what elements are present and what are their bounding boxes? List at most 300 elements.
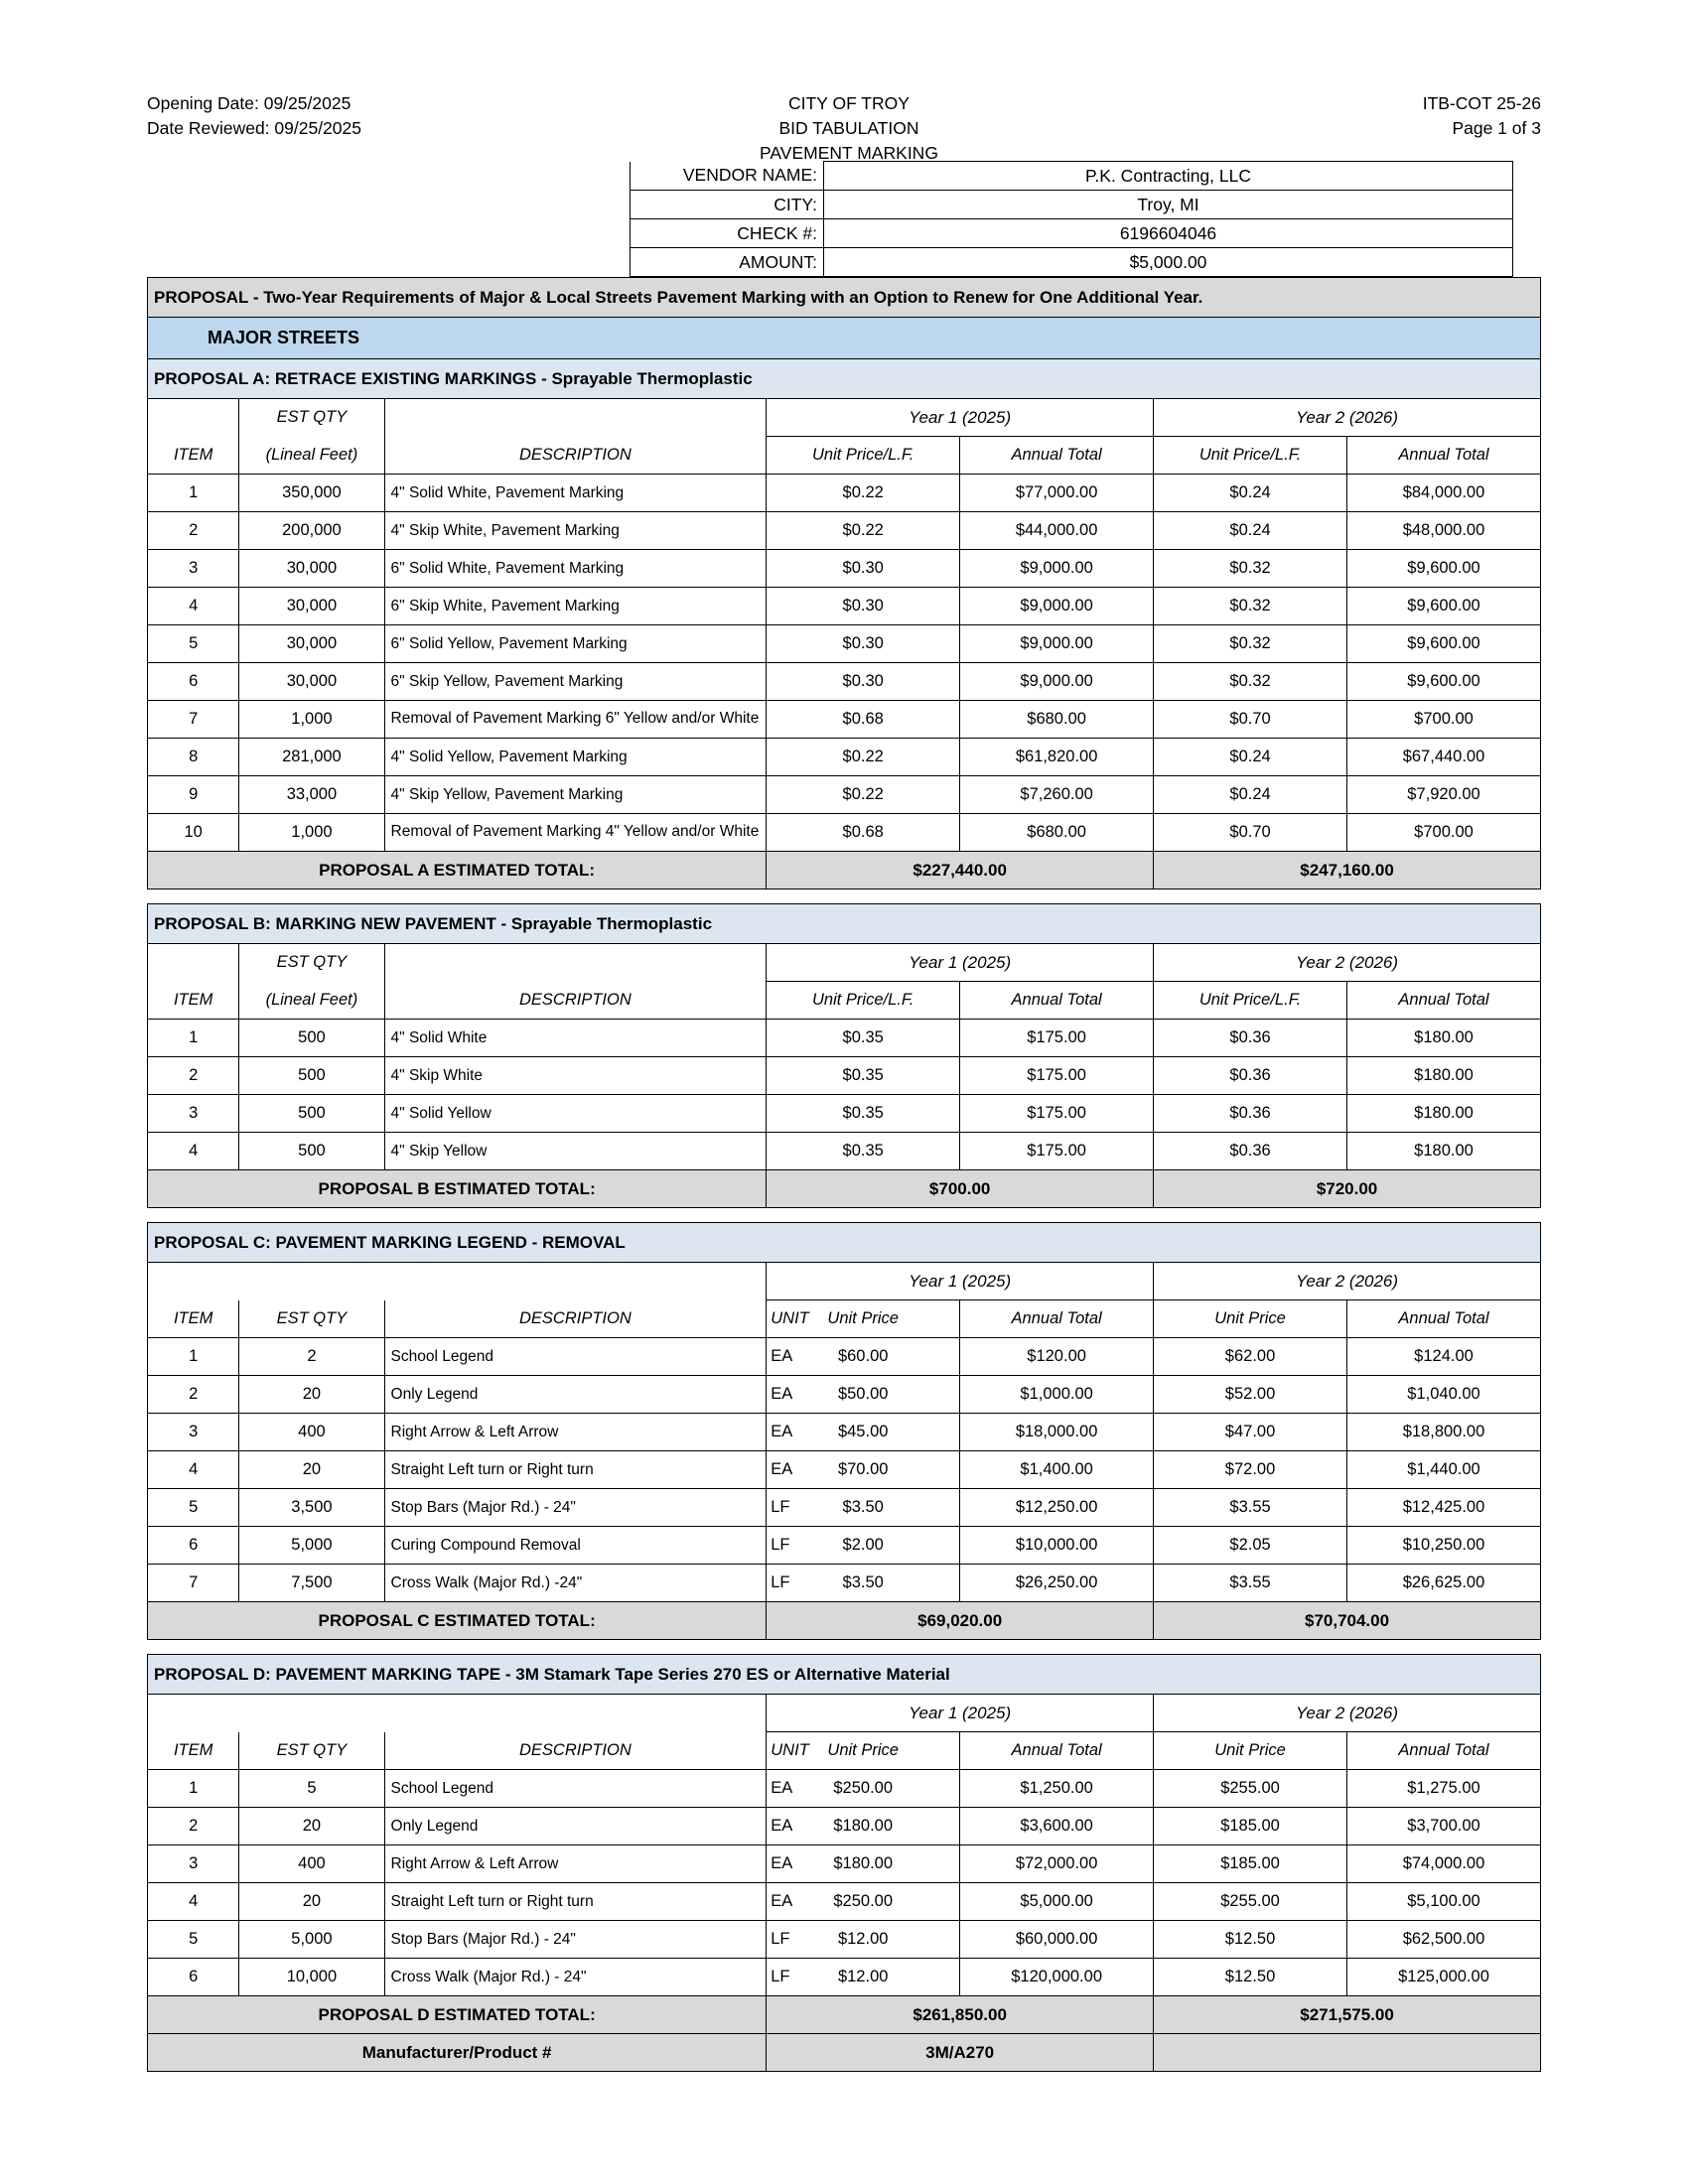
item-number: 8 bbox=[148, 739, 239, 776]
vendor-amount-value: $5,000.00 bbox=[824, 248, 1513, 277]
y1-annual-total: $44,000.00 bbox=[960, 512, 1154, 550]
year1-header: Year 1 (2025) bbox=[767, 944, 1154, 982]
est-qty-header-line2: (Lineal Feet) bbox=[239, 437, 384, 475]
y1-annual-total: $680.00 bbox=[960, 701, 1154, 739]
item-number: 2 bbox=[148, 1057, 239, 1095]
proposal-a-title-row bbox=[148, 359, 1541, 399]
item-description: 4" Skip White, Pavement Marking bbox=[384, 512, 767, 550]
manufacturer-label: Manufacturer/Product # bbox=[148, 2034, 767, 2072]
item-description: Cross Walk (Major Rd.) - 24" bbox=[384, 1959, 767, 1996]
y1-annual-total: $18,000.00 bbox=[960, 1414, 1154, 1451]
item-description: Stop Bars (Major Rd.) - 24" bbox=[384, 1921, 767, 1959]
spacer bbox=[148, 1208, 1541, 1223]
est-qty: 500 bbox=[239, 1133, 384, 1170]
section-banner-row bbox=[148, 318, 1541, 359]
y2-annual-total: $9,600.00 bbox=[1347, 663, 1541, 701]
item-number: 6 bbox=[148, 1959, 239, 1996]
year1-header: Year 1 (2025) bbox=[767, 1263, 1154, 1300]
item-number: 2 bbox=[148, 1808, 239, 1845]
est-qty: 500 bbox=[239, 1057, 384, 1095]
table-row bbox=[148, 814, 1541, 852]
proposal-c-title: PROPOSAL C: PAVEMENT MARKING LEGEND - REMOVAL bbox=[148, 1223, 1541, 1263]
y2-unit-price: $2.05 bbox=[1154, 1527, 1347, 1565]
vendor-check-value: 6196604046 bbox=[824, 219, 1513, 248]
y1-annual-total: $10,000.00 bbox=[960, 1527, 1154, 1565]
est-qty: 33,000 bbox=[239, 776, 384, 814]
y1-annual-total: $175.00 bbox=[960, 1020, 1154, 1057]
spacer-row bbox=[148, 1208, 1541, 1223]
y1-unit-price: $3.50 bbox=[767, 1565, 960, 1602]
y1-annual-total: $61,820.00 bbox=[960, 739, 1154, 776]
y2-unit-price: $47.00 bbox=[1154, 1414, 1347, 1451]
y1-annual-total: $12,250.00 bbox=[960, 1489, 1154, 1527]
table-row bbox=[148, 475, 1541, 512]
vendor-row bbox=[631, 191, 1513, 219]
y2-unit-price: $0.24 bbox=[1154, 739, 1347, 776]
vendor-city-label: CITY: bbox=[631, 191, 824, 219]
y2-annual-total: $180.00 bbox=[1347, 1057, 1541, 1095]
y1-unit-price: $45.00 bbox=[767, 1414, 960, 1451]
y2-unit-price: $0.32 bbox=[1154, 625, 1347, 663]
y2-annual-total: $124.00 bbox=[1347, 1338, 1541, 1376]
y1-unit-price-header: Unit Price bbox=[767, 1300, 960, 1338]
est-qty: 281,000 bbox=[239, 739, 384, 776]
item-description: Only Legend bbox=[384, 1808, 767, 1845]
y1-unit-price-header: Unit Price/L.F. bbox=[767, 437, 960, 475]
y2-annual-total: $180.00 bbox=[1347, 1020, 1541, 1057]
y1-unit-price: $0.68 bbox=[767, 701, 960, 739]
item-number: 2 bbox=[148, 512, 239, 550]
y1-annual-total: $9,000.00 bbox=[960, 550, 1154, 588]
proposal-d-title-row bbox=[148, 1655, 1541, 1695]
y1-annual-total: $5,000.00 bbox=[960, 1883, 1154, 1921]
y1-unit-price: $250.00 bbox=[767, 1770, 960, 1808]
est-qty-header: EST QTY bbox=[239, 1300, 384, 1338]
item-description: Right Arrow & Left Arrow bbox=[384, 1414, 767, 1451]
proposal-c-total-row bbox=[148, 1602, 1541, 1640]
item-description: 4" Solid White, Pavement Marking bbox=[384, 475, 767, 512]
y2-unit-price: $0.36 bbox=[1154, 1020, 1347, 1057]
year1-header: Year 1 (2025) bbox=[767, 1695, 1154, 1732]
manufacturer-value: 3M/A270 bbox=[767, 2034, 1154, 2072]
item-number: 3 bbox=[148, 1095, 239, 1133]
y2-unit-price: $3.55 bbox=[1154, 1489, 1347, 1527]
y2-annual-total: $67,440.00 bbox=[1347, 739, 1541, 776]
proposal-a-year-header-row bbox=[148, 399, 1541, 437]
est-qty: 30,000 bbox=[239, 550, 384, 588]
est-qty: 500 bbox=[239, 1020, 384, 1057]
y1-annual-total: $680.00 bbox=[960, 814, 1154, 852]
item-description: Only Legend bbox=[384, 1376, 767, 1414]
y2-annual-total: $9,600.00 bbox=[1347, 625, 1541, 663]
item-description: Straight Left turn or Right turn bbox=[384, 1883, 767, 1921]
est-qty: 5,000 bbox=[239, 1527, 384, 1565]
y2-annual-total: $700.00 bbox=[1347, 701, 1541, 739]
y2-unit-price: $0.32 bbox=[1154, 550, 1347, 588]
date-reviewed: Date Reviewed: 09/25/2025 bbox=[147, 118, 361, 138]
vendor-city-value: Troy, MI bbox=[824, 191, 1513, 219]
y2-unit-price: $0.32 bbox=[1154, 588, 1347, 625]
table-row bbox=[148, 1095, 1541, 1133]
document-subject: PAVEMENT MARKING bbox=[760, 143, 938, 163]
y1-annual-total: $77,000.00 bbox=[960, 475, 1154, 512]
header-center-block bbox=[147, 91, 1541, 166]
y2-annual-total: $12,425.00 bbox=[1347, 1489, 1541, 1527]
y1-unit-price: $3.50 bbox=[767, 1489, 960, 1527]
y1-annual-total: $120,000.00 bbox=[960, 1959, 1154, 1996]
table-row: 7 7,500 Cross Walk (Major Rd.) -24" LF $3.50 $26,250.00 $3.55 $26,625.00 bbox=[148, 1565, 1541, 1602]
est-qty: 30,000 bbox=[239, 588, 384, 625]
item-header: ITEM bbox=[148, 982, 239, 1020]
item-description: 4" Solid Yellow, Pavement Marking bbox=[384, 739, 767, 776]
proposal-b-total-year1: $700.00 bbox=[767, 1170, 1154, 1208]
y1-unit-price: $0.30 bbox=[767, 588, 960, 625]
proposal-d-total-row bbox=[148, 1996, 1541, 2034]
item-description: Right Arrow & Left Arrow bbox=[384, 1845, 767, 1883]
manufacturer-row bbox=[148, 2034, 1541, 2072]
y2-unit-price: $3.55 bbox=[1154, 1565, 1347, 1602]
table-row: 2 20 Only Legend EA $50.00 $1,000.00 $52.00 $1,040.00 bbox=[148, 1376, 1541, 1414]
y1-unit-price: $0.30 bbox=[767, 663, 960, 701]
y2-annual-total: $84,000.00 bbox=[1347, 475, 1541, 512]
y2-annual-total: $1,275.00 bbox=[1347, 1770, 1541, 1808]
est-qty: 1,000 bbox=[239, 814, 384, 852]
y2-annual-total: $9,600.00 bbox=[1347, 588, 1541, 625]
item-description: 4" Solid Yellow bbox=[384, 1095, 767, 1133]
item-description: Stop Bars (Major Rd.) - 24" bbox=[384, 1489, 767, 1527]
proposal-c-year-header-row bbox=[148, 1263, 1541, 1300]
est-qty: 30,000 bbox=[239, 663, 384, 701]
itb-number: ITB-COT 25-26 bbox=[1422, 93, 1541, 113]
proposal-a-total-year1: $227,440.00 bbox=[767, 852, 1154, 889]
proposal-b-title-row bbox=[148, 904, 1541, 944]
est-qty: 500 bbox=[239, 1095, 384, 1133]
table-row: 6 5,000 Curing Compound Removal LF $2.00 $10,000.00 $2.05 $10,250.00 bbox=[148, 1527, 1541, 1565]
item-number: 1 bbox=[148, 1770, 239, 1808]
y2-unit-price: $0.32 bbox=[1154, 663, 1347, 701]
y2-annual-total-header: Annual Total bbox=[1347, 982, 1541, 1020]
y1-annual-total: $175.00 bbox=[960, 1095, 1154, 1133]
table-row bbox=[148, 550, 1541, 588]
section-title-major-streets: MAJOR STREETS bbox=[148, 318, 1541, 359]
proposal-b-column-header-row bbox=[148, 982, 1541, 1020]
agency-name: CITY OF TROY bbox=[788, 93, 910, 113]
est-qty: 20 bbox=[239, 1883, 384, 1921]
y2-unit-price: $185.00 bbox=[1154, 1845, 1347, 1883]
y2-annual-total: $5,100.00 bbox=[1347, 1883, 1541, 1921]
item-number: 6 bbox=[148, 663, 239, 701]
y2-unit-price-header: Unit Price/L.F. bbox=[1154, 437, 1347, 475]
item-description: 4" Skip Yellow bbox=[384, 1133, 767, 1170]
est-qty: 2 bbox=[239, 1338, 384, 1376]
est-qty: 30,000 bbox=[239, 625, 384, 663]
est-qty: 20 bbox=[239, 1376, 384, 1414]
vendor-name-value: P.K. Contracting, LLC bbox=[824, 162, 1513, 191]
proposal-scope-banner: PROPOSAL - Two-Year Requirements of Major & Local Streets Pavement Marking with an Option to Renew for One Additional Year. bbox=[148, 278, 1541, 318]
table-row bbox=[148, 739, 1541, 776]
est-qty: 10,000 bbox=[239, 1959, 384, 1996]
y1-annual-total: $120.00 bbox=[960, 1338, 1154, 1376]
header-right-block bbox=[1423, 91, 1541, 141]
item-number: 5 bbox=[148, 625, 239, 663]
y1-unit-price: $0.22 bbox=[767, 512, 960, 550]
y2-unit-price: $0.24 bbox=[1154, 475, 1347, 512]
y2-annual-total: $10,250.00 bbox=[1347, 1527, 1541, 1565]
proposal-b-total-year2: $720.00 bbox=[1154, 1170, 1541, 1208]
y1-unit-price: $12.00 bbox=[767, 1959, 960, 1996]
item-number: 1 bbox=[148, 475, 239, 512]
y1-unit-price: $0.22 bbox=[767, 776, 960, 814]
y1-unit-price: $0.35 bbox=[767, 1057, 960, 1095]
vendor-row bbox=[631, 248, 1513, 277]
y2-unit-price-header: Unit Price/L.F. bbox=[1154, 982, 1347, 1020]
proposal-a-title: PROPOSAL A: RETRACE EXISTING MARKINGS - Sprayable Thermoplastic bbox=[148, 359, 1541, 399]
y1-annual-total: $72,000.00 bbox=[960, 1845, 1154, 1883]
proposal-d-column-header-row: ITEM EST QTY DESCRIPTION UNIT Unit Price Annual Total Unit Price Annual Total bbox=[148, 1732, 1541, 1770]
item-number: 4 bbox=[148, 1133, 239, 1170]
proposal-b-year-header-row bbox=[148, 944, 1541, 982]
proposal-c-total-year1: $69,020.00 bbox=[767, 1602, 1154, 1640]
item-number: 4 bbox=[148, 1451, 239, 1489]
item-description: Straight Left turn or Right turn bbox=[384, 1451, 767, 1489]
est-qty: 3,500 bbox=[239, 1489, 384, 1527]
proposal-c-total-year2: $70,704.00 bbox=[1154, 1602, 1541, 1640]
proposal-a-total-row bbox=[148, 852, 1541, 889]
y2-unit-price-header: Unit Price bbox=[1154, 1732, 1347, 1770]
y1-annual-total-header: Annual Total bbox=[960, 437, 1154, 475]
y2-annual-total-header: Annual Total bbox=[1347, 1300, 1541, 1338]
item-number: 5 bbox=[148, 1489, 239, 1527]
item-number: 7 bbox=[148, 701, 239, 739]
y2-unit-price: $12.50 bbox=[1154, 1921, 1347, 1959]
table-row: 5 3,500 Stop Bars (Major Rd.) - 24" LF $3.50 $12,250.00 $3.55 $12,425.00 bbox=[148, 1489, 1541, 1527]
table-row bbox=[148, 625, 1541, 663]
spacer-cell bbox=[148, 944, 239, 982]
y1-unit-price: $50.00 bbox=[767, 1376, 960, 1414]
y2-annual-total-header: Annual Total bbox=[1347, 1732, 1541, 1770]
spacer-cell bbox=[148, 399, 239, 437]
y1-unit-price-header: Unit Price/L.F. bbox=[767, 982, 960, 1020]
spacer-cell bbox=[384, 399, 767, 437]
table-row: 4 20 Straight Left turn or Right turn EA $250.00 $5,000.00 $255.00 $5,100.00 bbox=[148, 1883, 1541, 1921]
item-description: 6" Solid White, Pavement Marking bbox=[384, 550, 767, 588]
year1-header: Year 1 (2025) bbox=[767, 399, 1154, 437]
item-number: 1 bbox=[148, 1020, 239, 1057]
y1-unit-price: $0.30 bbox=[767, 550, 960, 588]
y1-annual-total-header: Annual Total bbox=[960, 1732, 1154, 1770]
y2-annual-total: $180.00 bbox=[1347, 1133, 1541, 1170]
est-qty: 200,000 bbox=[239, 512, 384, 550]
item-description: 6" Skip White, Pavement Marking bbox=[384, 588, 767, 625]
proposal-d-total-year1: $261,850.00 bbox=[767, 1996, 1154, 2034]
y2-unit-price: $255.00 bbox=[1154, 1770, 1347, 1808]
item-number: 9 bbox=[148, 776, 239, 814]
y1-annual-total-header: Annual Total bbox=[960, 1300, 1154, 1338]
y1-annual-total: $9,000.00 bbox=[960, 625, 1154, 663]
est-qty: 400 bbox=[239, 1845, 384, 1883]
y2-unit-price-header: Unit Price bbox=[1154, 1300, 1347, 1338]
table-row: 1 2 School Legend EA $60.00 $120.00 $62.00 $124.00 bbox=[148, 1338, 1541, 1376]
y1-unit-price: $0.30 bbox=[767, 625, 960, 663]
spacer-cell bbox=[148, 1263, 767, 1300]
item-description: 6" Skip Yellow, Pavement Marking bbox=[384, 663, 767, 701]
description-header: DESCRIPTION bbox=[384, 1732, 767, 1770]
item-number: 1 bbox=[148, 1338, 239, 1376]
y2-annual-total: $1,440.00 bbox=[1347, 1451, 1541, 1489]
proposal-c-title-row bbox=[148, 1223, 1541, 1263]
y2-unit-price: $255.00 bbox=[1154, 1883, 1347, 1921]
y1-unit-price: $0.35 bbox=[767, 1020, 960, 1057]
table-row bbox=[148, 1133, 1541, 1170]
y2-unit-price: $185.00 bbox=[1154, 1808, 1347, 1845]
y1-unit-price: $0.35 bbox=[767, 1095, 960, 1133]
item-header: ITEM bbox=[148, 1732, 239, 1770]
document-header bbox=[147, 91, 1541, 161]
item-number: 4 bbox=[148, 1883, 239, 1921]
item-description: School Legend bbox=[384, 1338, 767, 1376]
table-row bbox=[148, 588, 1541, 625]
y2-annual-total: $180.00 bbox=[1347, 1095, 1541, 1133]
y1-annual-total: $1,250.00 bbox=[960, 1770, 1154, 1808]
proposal-d-total-label: PROPOSAL D ESTIMATED TOTAL: bbox=[148, 1996, 767, 2034]
item-description: 6" Solid Yellow, Pavement Marking bbox=[384, 625, 767, 663]
page-number: Page 1 of 3 bbox=[1452, 118, 1541, 138]
est-qty-header-line1: EST QTY bbox=[239, 399, 384, 437]
proposal-c-total-label: PROPOSAL C ESTIMATED TOTAL: bbox=[148, 1602, 767, 1640]
y2-annual-total: $1,040.00 bbox=[1347, 1376, 1541, 1414]
document-type: BID TABULATION bbox=[778, 118, 919, 138]
table-row: 2 20 Only Legend EA $180.00 $3,600.00 $185.00 $3,700.00 bbox=[148, 1808, 1541, 1845]
est-qty: 20 bbox=[239, 1451, 384, 1489]
proposal-scope-banner-row bbox=[148, 278, 1541, 318]
est-qty: 5,000 bbox=[239, 1921, 384, 1959]
spacer bbox=[148, 889, 1541, 904]
item-number: 4 bbox=[148, 588, 239, 625]
y2-annual-total: $18,800.00 bbox=[1347, 1414, 1541, 1451]
y1-annual-total: $60,000.00 bbox=[960, 1921, 1154, 1959]
y1-unit-price: $12.00 bbox=[767, 1921, 960, 1959]
y1-unit-price: $180.00 bbox=[767, 1808, 960, 1845]
est-qty-header: EST QTY bbox=[239, 1732, 384, 1770]
table-row: 6 10,000 Cross Walk (Major Rd.) - 24" LF $12.00 $120,000.00 $12.50 $125,000.00 bbox=[148, 1959, 1541, 1996]
manufacturer-value-empty bbox=[1154, 2034, 1541, 2072]
y2-unit-price: $72.00 bbox=[1154, 1451, 1347, 1489]
y2-annual-total: $62,500.00 bbox=[1347, 1921, 1541, 1959]
item-description: 4" Skip White bbox=[384, 1057, 767, 1095]
y1-unit-price: $0.22 bbox=[767, 739, 960, 776]
y2-unit-price: $62.00 bbox=[1154, 1338, 1347, 1376]
est-qty: 1,000 bbox=[239, 701, 384, 739]
y1-unit-price: $0.35 bbox=[767, 1133, 960, 1170]
y2-unit-price: $12.50 bbox=[1154, 1959, 1347, 1996]
y2-annual-total: $9,600.00 bbox=[1347, 550, 1541, 588]
y2-unit-price: $52.00 bbox=[1154, 1376, 1347, 1414]
proposal-c-column-header-row: ITEM EST QTY DESCRIPTION UNIT Unit Price Annual Total Unit Price Annual Total bbox=[148, 1300, 1541, 1338]
proposal-a-total-year2: $247,160.00 bbox=[1154, 852, 1541, 889]
item-number: 10 bbox=[148, 814, 239, 852]
y2-unit-price: $0.36 bbox=[1154, 1133, 1347, 1170]
y2-annual-total: $26,625.00 bbox=[1347, 1565, 1541, 1602]
vendor-amount-label: AMOUNT: bbox=[631, 248, 824, 277]
item-description: Curing Compound Removal bbox=[384, 1527, 767, 1565]
item-number: 7 bbox=[148, 1565, 239, 1602]
opening-date: Opening Date: 09/25/2025 bbox=[147, 93, 352, 113]
year2-header: Year 2 (2026) bbox=[1154, 944, 1541, 982]
y1-annual-total: $9,000.00 bbox=[960, 663, 1154, 701]
item-number: 5 bbox=[148, 1921, 239, 1959]
vendor-info-table bbox=[630, 161, 1513, 277]
item-description: Cross Walk (Major Rd.) -24" bbox=[384, 1565, 767, 1602]
year2-header: Year 2 (2026) bbox=[1154, 1695, 1541, 1732]
proposal-b-title: PROPOSAL B: MARKING NEW PAVEMENT - Sprayable Thermoplastic bbox=[148, 904, 1541, 944]
proposal-a-total-label: PROPOSAL A ESTIMATED TOTAL: bbox=[148, 852, 767, 889]
est-qty-header-line2: (Lineal Feet) bbox=[239, 982, 384, 1020]
proposal-d-year-header-row bbox=[148, 1695, 1541, 1732]
table-row bbox=[148, 1057, 1541, 1095]
y1-unit-price-header: Unit Price bbox=[767, 1732, 960, 1770]
item-description: School Legend bbox=[384, 1770, 767, 1808]
y1-unit-price: $2.00 bbox=[767, 1527, 960, 1565]
y2-unit-price: $0.70 bbox=[1154, 701, 1347, 739]
est-qty: 400 bbox=[239, 1414, 384, 1451]
y1-unit-price: $250.00 bbox=[767, 1883, 960, 1921]
item-description: Removal of Pavement Marking 6" Yellow and/or White bbox=[384, 701, 767, 739]
y2-unit-price: $0.24 bbox=[1154, 776, 1347, 814]
bid-items-table bbox=[147, 277, 1541, 2072]
description-header: DESCRIPTION bbox=[384, 1300, 767, 1338]
description-header: DESCRIPTION bbox=[384, 982, 767, 1020]
year2-header: Year 2 (2026) bbox=[1154, 1263, 1541, 1300]
table-row: 3 400 Right Arrow & Left Arrow EA $180.00 $72,000.00 $185.00 $74,000.00 bbox=[148, 1845, 1541, 1883]
vendor-check-label: CHECK #: bbox=[631, 219, 824, 248]
est-qty: 350,000 bbox=[239, 475, 384, 512]
y2-annual-total: $125,000.00 bbox=[1347, 1959, 1541, 1996]
y2-unit-price: $0.36 bbox=[1154, 1095, 1347, 1133]
y2-unit-price: $0.24 bbox=[1154, 512, 1347, 550]
table-row: 4 20 Straight Left turn or Right turn EA $70.00 $1,400.00 $72.00 $1,440.00 bbox=[148, 1451, 1541, 1489]
y2-annual-total: $48,000.00 bbox=[1347, 512, 1541, 550]
y1-unit-price: $0.22 bbox=[767, 475, 960, 512]
proposal-d-total-year2: $271,575.00 bbox=[1154, 1996, 1541, 2034]
table-row bbox=[148, 776, 1541, 814]
y1-unit-price: $180.00 bbox=[767, 1845, 960, 1883]
spacer-cell bbox=[384, 944, 767, 982]
est-qty-header-line1: EST QTY bbox=[239, 944, 384, 982]
year2-header: Year 2 (2026) bbox=[1154, 399, 1541, 437]
item-header: ITEM bbox=[148, 1300, 239, 1338]
table-row bbox=[148, 1020, 1541, 1057]
table-row bbox=[148, 663, 1541, 701]
y1-annual-total: $26,250.00 bbox=[960, 1565, 1154, 1602]
vendor-name-label: VENDOR NAME: bbox=[631, 162, 824, 191]
item-number: 6 bbox=[148, 1527, 239, 1565]
y1-annual-total: $1,400.00 bbox=[960, 1451, 1154, 1489]
y1-annual-total: $1,000.00 bbox=[960, 1376, 1154, 1414]
item-number: 3 bbox=[148, 1845, 239, 1883]
proposal-a-column-header-row bbox=[148, 437, 1541, 475]
y1-annual-total: $7,260.00 bbox=[960, 776, 1154, 814]
item-number: 2 bbox=[148, 1376, 239, 1414]
y2-unit-price: $0.36 bbox=[1154, 1057, 1347, 1095]
est-qty: 7,500 bbox=[239, 1565, 384, 1602]
description-header: DESCRIPTION bbox=[384, 437, 767, 475]
item-description: 4" Solid White bbox=[384, 1020, 767, 1057]
y1-unit-price: $60.00 bbox=[767, 1338, 960, 1376]
y2-annual-total: $700.00 bbox=[1347, 814, 1541, 852]
y1-annual-total: $3,600.00 bbox=[960, 1808, 1154, 1845]
y1-annual-total: $9,000.00 bbox=[960, 588, 1154, 625]
spacer-cell bbox=[148, 1695, 767, 1732]
